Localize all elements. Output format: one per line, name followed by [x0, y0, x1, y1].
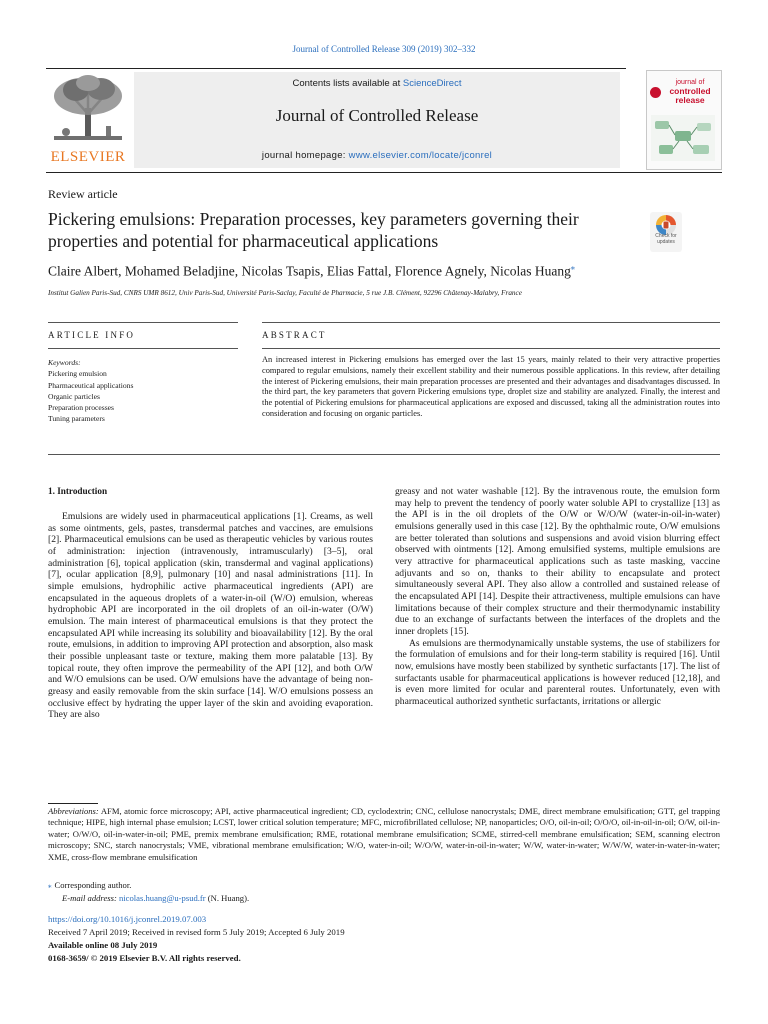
- corresponding-symbol: ⁎: [48, 882, 52, 890]
- keyword-item: Pharmaceutical applications: [48, 380, 134, 390]
- cover-title-top: journal of: [675, 79, 705, 86]
- received-dates: Received 7 April 2019; Received in revised form 5 July 2019; Accepted 6 July 2019: [48, 927, 345, 937]
- body-paragraph: As emulsions are thermodynamically unstable systems, the use of stabilizers for the formulation of emulsions and for their long-term stability is required [16]. Until now, emulsions have mostly been stabilized by synthetic surfactants [17]. The list of surfactants usable for pharmaceutical applications is however reduced [12,18], and is even more limited for ocular and parenteral routes. Unfortunately, even with pharmaceutical authorized synthetic surfactants, irritations or allergic: [395, 637, 720, 707]
- abbreviations-label: Abbreviations:: [48, 806, 99, 816]
- abstract-text: An increased interest in Pickering emulsions has emerged over the last 15 years, mainly related to their very attractive properties compared to regular emulsions, namely their excellent stability and their numerous possible applications. In this review, after detailing the interest of Pickering emulsions, their main preparation processes are presented and their advantages and disadvantages discussed. In the third part, the key parameters that govern Pickering emulsions type, droplet size and stability are analyzed. Finally, the interest and the potential of Pickering emulsions for pharmaceutical applications are exposed and discussed, taking all the administration routes into consideration and focusing on organic particles.: [262, 355, 720, 418]
- header-top-rule: [46, 68, 626, 69]
- keywords-block: [48, 357, 248, 425]
- article-title: Pickering emulsions: Preparation processes, key parameters governing their properties and potential for pharmaceutical applications: [48, 209, 579, 251]
- email-label: E-mail address:: [62, 893, 117, 903]
- article-info-mid-rule: [48, 348, 238, 349]
- email-suffix: (N. Huang).: [205, 893, 250, 903]
- journal-masthead: [134, 72, 620, 168]
- journal-homepage-line: [134, 150, 620, 161]
- contents-prefix: Contents lists available at: [292, 78, 403, 89]
- corresponding-author-marker[interactable]: ⁎: [570, 263, 575, 272]
- article-info-heading: ARTICLE INFO: [48, 330, 136, 340]
- abstract-mid-rule: [262, 348, 720, 349]
- sciencedirect-link[interactable]: ScienceDirect: [402, 78, 462, 89]
- email-footnote: [62, 893, 249, 903]
- journal-cover-thumbnail[interactable]: [646, 70, 722, 170]
- header-bottom-rule: [46, 172, 722, 173]
- elsevier-wordmark: ELSEVIER: [50, 149, 126, 165]
- crossmark-label[interactable]: Check for updates: [655, 233, 677, 245]
- abstract-heading: ABSTRACT: [262, 330, 327, 340]
- contents-available-line: [134, 78, 620, 89]
- journal-homepage-link[interactable]: www.elsevier.com/locate/jconrel: [348, 150, 493, 161]
- cover-title: [661, 79, 719, 105]
- corresponding-author-note: [48, 880, 131, 892]
- body-paragraph: greasy and not water washable [12]. By the intravenous route, the emulsion form may help to prevent the tendency of poorly water soluble API to crystallize [13] as the API is in the oil droplets of the O/W or W/O/W (water-in-oil-in-water) emulsions generally used in this case [12]. By the ophthalmic route, O/W emulsions are better tolerated than solutions and suspensions and avoid vision blurring effect observed with ointments [12]. Among emulsified systems, multiple emulsions are very attractive for pharmaceutical applications such as taste masking, vaccine adjuvants and so on, thanks to their ability to encapsulate and protect simultaneously several API. They also allow a controlled and sustained release of the encapsulated API [14]. Despite their attractiveness, multiple emulsions can have limitations because of their complex structure and their thermodynamic instability due to an exchange of surfactants between the interfaces of the droplets and the inner droplets [15].: [395, 486, 720, 637]
- keywords-label: Keywords:: [48, 358, 81, 367]
- cover-logo-mark: [650, 87, 661, 98]
- keyword-item: Organic particles: [48, 391, 100, 401]
- elsevier-tree-icon: [48, 74, 128, 146]
- section-heading-introduction: 1. Introduction: [48, 486, 108, 496]
- body-divider-rule: [48, 454, 720, 455]
- journal-name: Journal of Controlled Release: [275, 106, 479, 125]
- article-type: Review article: [48, 187, 118, 201]
- article-info-top-rule: [48, 322, 238, 323]
- doi-link[interactable]: https://doi.org/10.1016/j.jconrel.2019.07.003: [48, 914, 207, 924]
- elsevier-logo[interactable]: [48, 74, 128, 166]
- cover-title-main: controlled release: [669, 86, 711, 105]
- body-column-right: [395, 486, 720, 707]
- body-paragraph: Emulsions are widely used in pharmaceutical applications [1]. Creams, as well as some ointments, gels, pastes, transdermal patches and vaccines, are emulsions [2]. Pharmaceutical emulsions can be used as therapeutic vehicles by various routes of administration: injection (intravenously, intramuscularly) [3–5], oral administration [6], topical application (skin, transdermal and vaginal applications) [7], ocular application [8,9], pulmonary [10] and nasal administrations [11]. In simple emulsions, hydrophilic active pharmaceutical ingredients (API) are encapsulated in the aqueous droplets of a water-in-oil (W/O) emulsion, whereas hydrophobic API are incorporated in the oil droplets of an oil-in-water (O/W) emulsion. The main interest of pharmaceutical emulsions is that they protect the encapsulated API while increasing its solubility and bioavailability [12]. By the oral route, emulsions, in addition to improving API protection and absorption, also mask their possible unpleasant taste or texture, making them more palatable [13]. By topical route, they often improve the permeability of the API [12], and both O/W and W/O emulsions can be used. O/W emulsions have the advantage of being non-greasy and easily removable from the skin surface [14]. W/O emulsions possess an occlusive effect by hydrating the upper layer of the skin and avoiding evaporation. They are also: [48, 511, 373, 721]
- email-link[interactable]: nicolas.huang@u-psud.fr: [118, 893, 206, 903]
- body-column-left: [48, 511, 373, 721]
- keyword-item: Tuning parameters: [48, 414, 105, 424]
- keyword-item: Pickering emulsion: [48, 369, 107, 379]
- cover-artwork-icon: [651, 115, 715, 161]
- homepage-prefix: journal homepage:: [261, 150, 349, 161]
- footnote-rule: [48, 803, 98, 804]
- author-list: [48, 263, 688, 280]
- crossmark-icon[interactable]: [650, 212, 682, 252]
- corresponding-author-text: Corresponding author.: [54, 880, 132, 890]
- keyword-item: Preparation processes: [48, 403, 115, 413]
- copyright-line: 0168-3659/ © 2019 Elsevier B.V. All rights reserved.: [48, 953, 241, 963]
- abstract-top-rule: [262, 322, 720, 323]
- author-affiliation: Institut Galien Paris-Sud, CNRS UMR 8612, Univ Paris-Sud, Université Paris-Saclay, Faculté de Pharmacie, 5 rue J.B. Clément, 92296 Châtenay-Malabry, France: [48, 289, 522, 297]
- abbreviations-text: AFM, atomic force microscopy; API, active pharmaceutical ingredient; CD, cyclodextrin; CNC, cellulose nanocrystals; DME, direct membrane emulsification; GTT, gel trapping technique; HIPE, high internal phase emulsion; LCST, lower critical solution temperature; MFC, microfibrillated cellulose; NP, nanoparticles; O/O, oil-in-oil; O/O/O, oil-in-oil-in-oil; O/W, oil-in-water; O/W/O, oil-in-water-in-oil; PME, premix membrane emulsification; RME, rotational membrane emulsification; SCME, stirred-cell membrane emulsification; SEM, scanning electron microscopy; SNC, starch nanocrystals; VME, vibrational membrane emulsification; W/O, water-in-oil; W/O/W, water-in-oil-in-water; W/W, water-in-water; W/W/W, water-in-water-in-water; XME, cross-flow membrane emulsification: [48, 806, 720, 862]
- journal-citation[interactable]: Journal of Controlled Release 309 (2019) 302–332: [292, 44, 476, 54]
- doi-link-line: [48, 914, 206, 924]
- available-online-date: Available online 08 July 2019: [48, 940, 158, 950]
- authors-text: Claire Albert, Mohamed Beladjine, Nicolas Tsapis, Elias Fattal, Florence Agnely, Nicolas Huang: [48, 263, 571, 279]
- abbreviations-footnote: [48, 806, 720, 863]
